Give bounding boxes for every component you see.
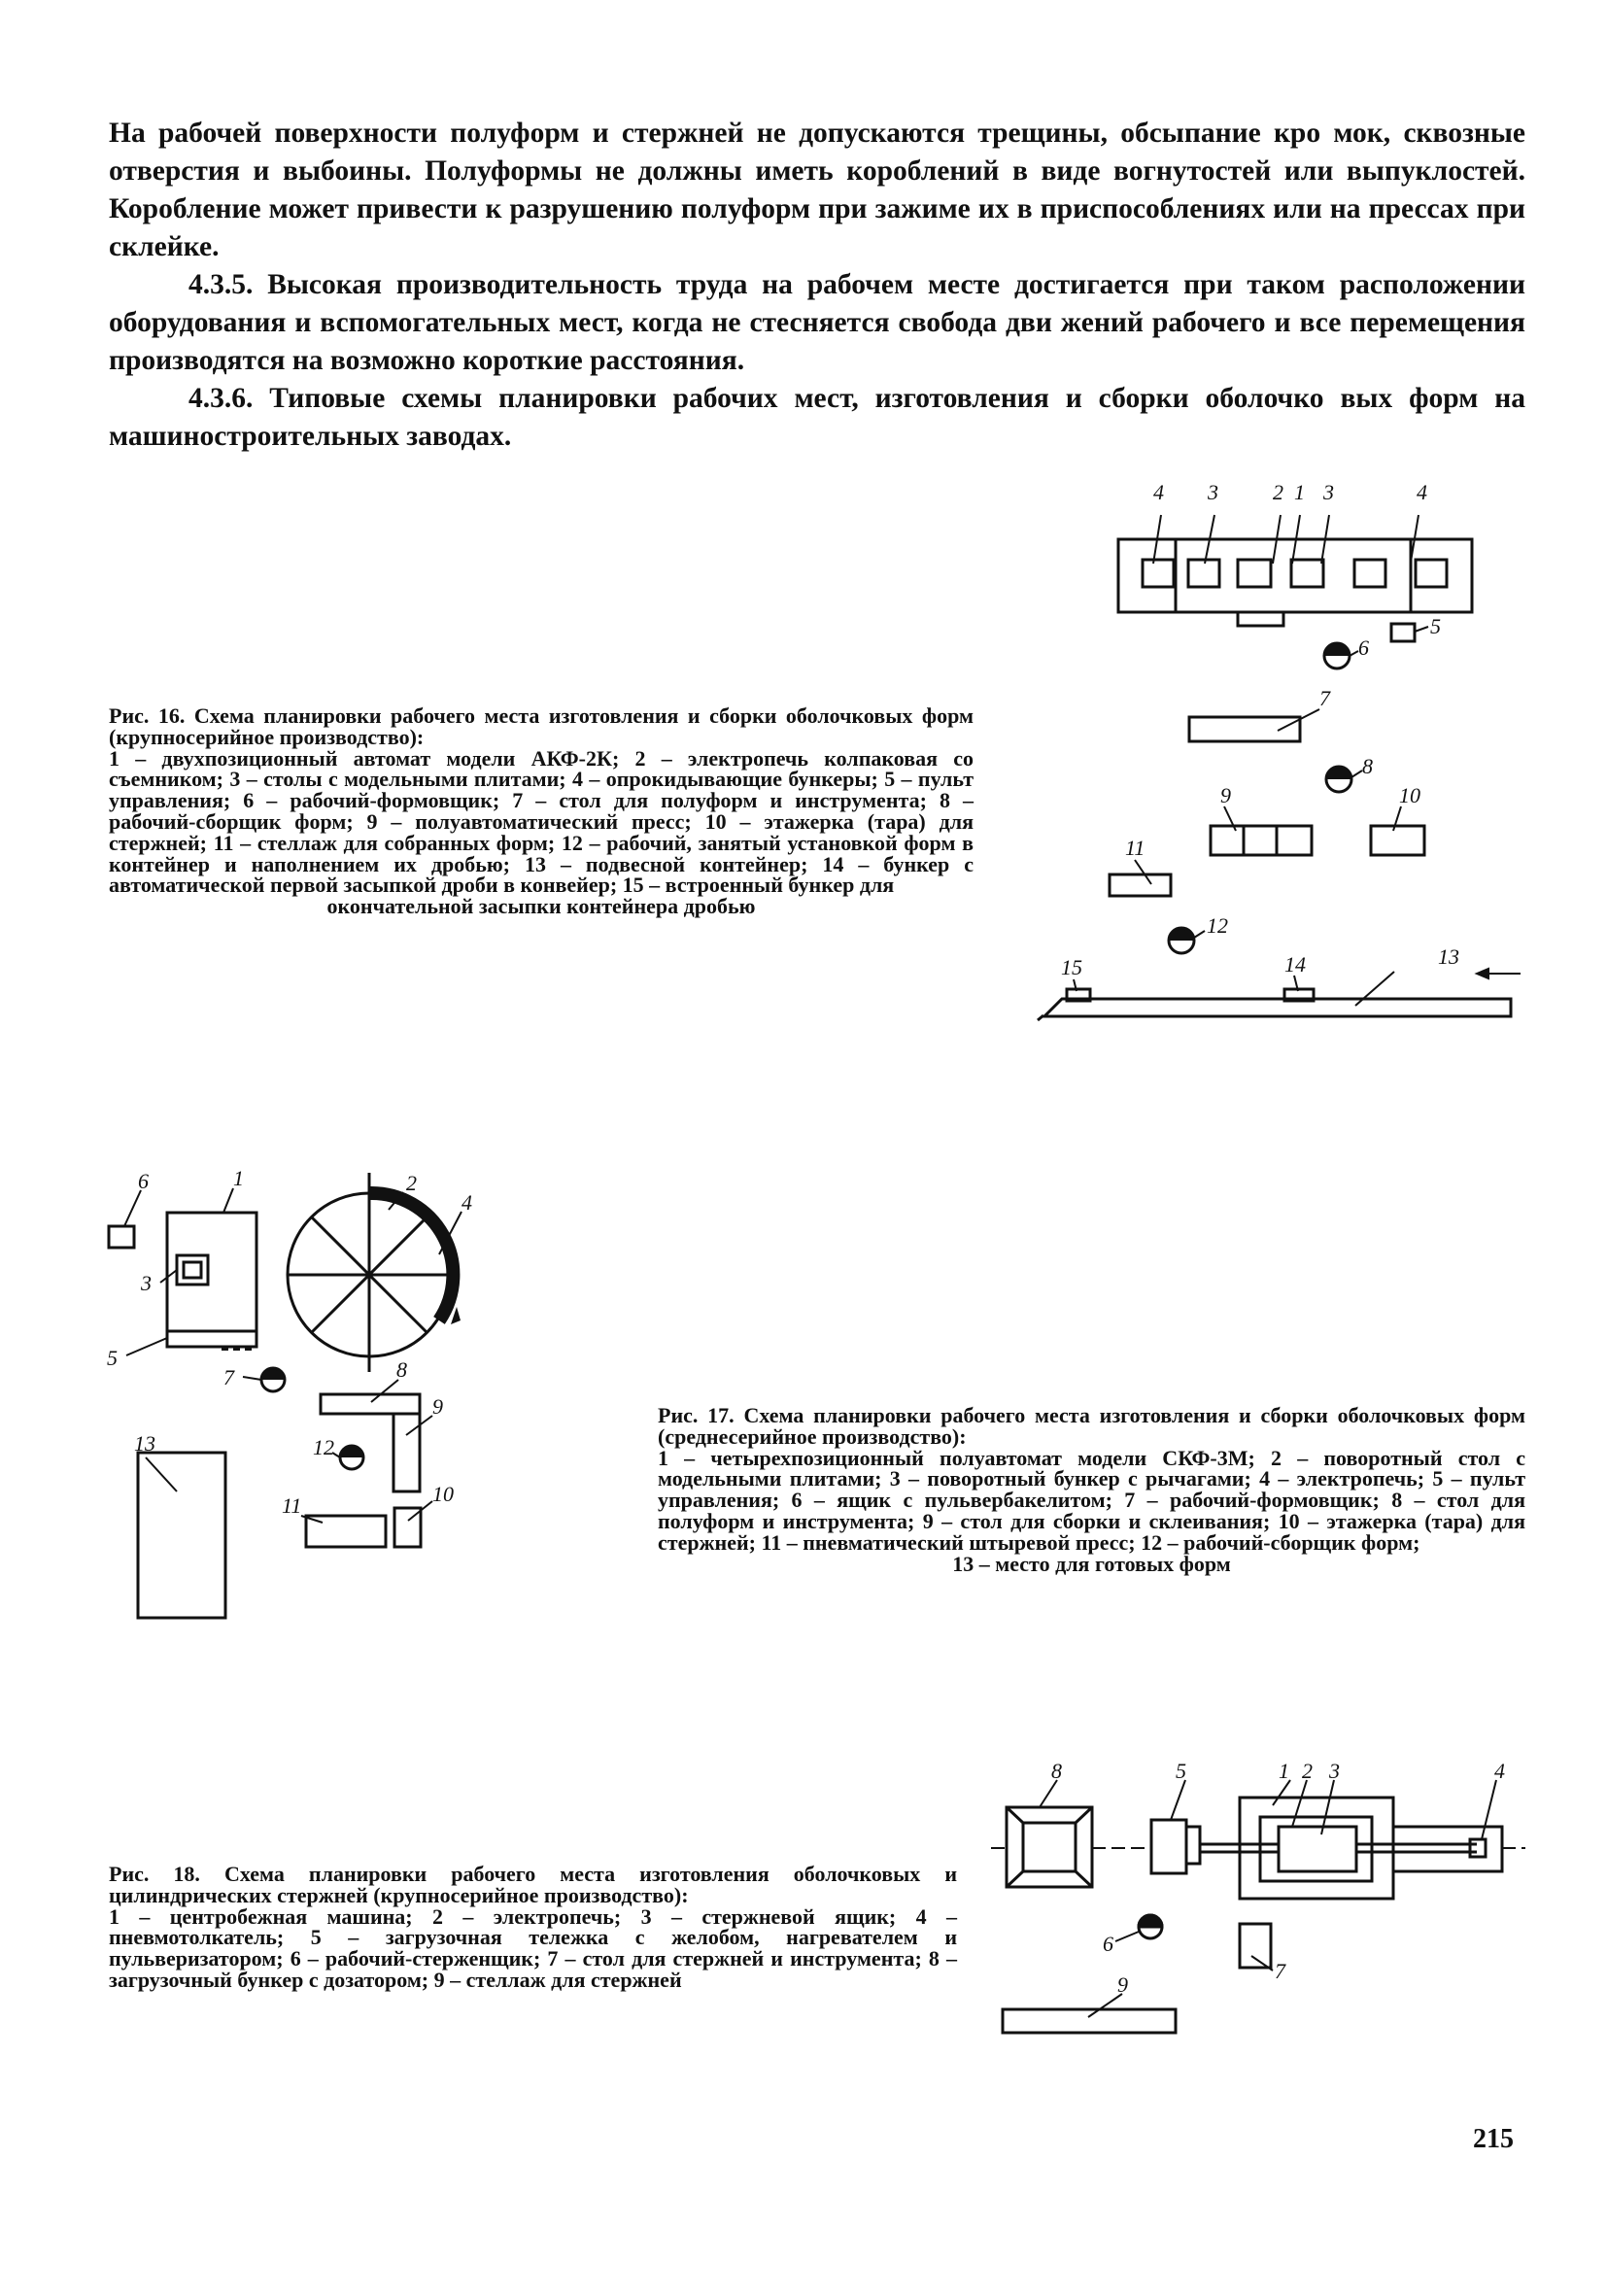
fig18-label-2: 2	[1302, 1759, 1313, 1783]
fig18-label-8: 8	[1051, 1759, 1062, 1783]
fig17-box-6	[109, 1226, 134, 1248]
body-text	[109, 115, 1525, 456]
fig17-diagram	[97, 1161, 564, 1628]
fig18-label-1: 1	[1279, 1759, 1289, 1783]
fig17-label-8: 8	[396, 1357, 407, 1382]
fig17-table-8	[321, 1394, 420, 1414]
fig16-caption	[109, 705, 974, 917]
fig18-rack-9	[1003, 2009, 1176, 2033]
fig16-label-5: 5	[1430, 614, 1441, 638]
fig16-caption-title: Рис. 16. Схема планировки рабочего места изготовления и сборки оболочковых форм (крупносерийное производство):	[109, 703, 974, 749]
fig16-label-13: 13	[1438, 944, 1459, 969]
fig16-diagram	[1030, 476, 1535, 1049]
fig17-label-3: 3	[141, 1271, 152, 1295]
fig16-label-8: 8	[1362, 754, 1373, 778]
fig17-label-12: 12	[313, 1435, 334, 1459]
fig17-caption-body: 1 – четырехпозиционный полуавтомат модели СКФ-3М; 2 – поворотный стол с модельными плитами; 3 – поворотный бункер с рычагами; 4 – электропечь; 5 – пульт управления; 6 – ящик с пульвербакелитом; 7 – рабочий-формовщик; 8 – стол для полуформ и инструмента; 9 – стол для сборки и склеивания; 10 – этажерка (тара) для стержней; 11 – пневматический штыревой пресс; 12 – рабочий-сборщик форм;	[658, 1445, 1525, 1555]
fig17-label-11: 11	[282, 1493, 302, 1518]
fig16-label-7: 7	[1319, 686, 1330, 710]
fig18-label-6: 6	[1103, 1932, 1113, 1956]
fig18-cart-5	[1151, 1820, 1186, 1873]
fig18-caption-body: 1 – центробежная машина; 2 – электропечь; 3 – стержневой ящик; 4 – пневмотолкатель; 5 – загрузочная тележка с желобом, нагревателем и пульверизатором; 6 – рабочий-стерженщик; 7 – стол для стержней и инструмента; 8 – загрузочный бункер с дозатором; 9 – стеллаж для стержней	[109, 1903, 957, 1992]
fig16-rack-cores	[1371, 826, 1424, 855]
fig16-label-6: 6	[1358, 635, 1369, 660]
fig17-label-5: 5	[107, 1346, 118, 1370]
fig16-label-11: 11	[1125, 836, 1145, 860]
fig16-label-1: 1	[1294, 480, 1305, 504]
fig16-caption-last: окончательной засыпки контейнера дробью	[326, 894, 756, 919]
fig16-label-12: 12	[1207, 913, 1228, 938]
fig18-caption	[109, 1864, 957, 1991]
fig16-label-3a: 3	[1208, 480, 1218, 504]
fig17-automat	[167, 1213, 256, 1347]
fig18-core-box-3	[1279, 1827, 1356, 1871]
page-number: 215	[1473, 2124, 1514, 2154]
fig16-table	[1189, 717, 1300, 741]
fig17-caption-last: 13 – место для готовых форм	[952, 1551, 1231, 1576]
fig16-label-10: 10	[1399, 783, 1420, 807]
fig17-label-1: 1	[233, 1166, 244, 1190]
fig18-label-5: 5	[1176, 1759, 1186, 1783]
fig16-label-9: 9	[1220, 783, 1231, 807]
paragraph-2: 4.3.5. Высокая производительность труда на рабочем месте достигается при таком расположении оборудования и вспомогательных мест, когда не стесняется свобода дви жений рабочего и все перемещения производятся на возможно короткие расстояния.	[109, 269, 1525, 376]
fig16-label-14: 14	[1284, 952, 1306, 977]
fig18-caption-title: Рис. 18. Схема планировки рабочего места изготовления оболочковых и цилиндрических стержней (крупносерийное производство):	[109, 1862, 957, 1907]
fig17-label-6: 6	[138, 1169, 149, 1193]
fig18-table-7	[1240, 1924, 1271, 1968]
fig17-label-9: 9	[432, 1394, 443, 1419]
fig16-label-4a: 4	[1153, 480, 1164, 504]
fig17-place-13	[138, 1453, 225, 1618]
fig16-label-15: 15	[1061, 955, 1082, 979]
fig17-caption	[658, 1405, 1525, 1574]
fig17-label-13: 13	[134, 1431, 155, 1456]
fig17-table-9	[393, 1414, 420, 1491]
fig17-label-4: 4	[462, 1190, 472, 1215]
fig16-label-2: 2	[1273, 480, 1283, 504]
paragraph-1: На рабочей поверхности полуформ и стержней не допускаются трещины, обсыпание кро мок, сквозные отверстия и выбоины. Полуформы не должны иметь короблений в виде вогнутостей или выпуклостей. Коробление может привести к разрушению полуформ при зажиме их в приспособлениях или на прессах при склейке.	[109, 118, 1525, 262]
fig18-label-4: 4	[1494, 1759, 1505, 1783]
fig16-label-4b: 4	[1417, 480, 1427, 504]
fig18-label-3: 3	[1329, 1759, 1340, 1783]
paragraph-3: 4.3.6. Типовые схемы планировки рабочих мест, изготовления и сборки оболочко вых форм на машиностроительных заводах.	[109, 383, 1525, 452]
fig17-caption-title: Рис. 17. Схема планировки рабочего места изготовления и сборки оболочковых форм (среднесерийное производство):	[658, 1403, 1525, 1449]
fig17-label-2: 2	[406, 1171, 417, 1195]
fig18-oven-2	[1240, 1798, 1393, 1899]
fig16-label-3b: 3	[1323, 480, 1334, 504]
fig16-control-panel	[1391, 624, 1415, 641]
fig16-press	[1211, 826, 1312, 855]
fig16-caption-body: 1 – двухпозиционный автомат модели АКФ-2К; 2 – электропечь колпаковая со съемником; 3 – столы с модельными плитами; 4 – опрокидывающие бункеры; 5 – пульт управления; 6 – рабочий-формовщик; 7 – стол для полуформ и инструмента; 8 – рабочий-сборщик форм; 9 – полуавтоматический пресс; 10 – этажерка (тара) для стержней; 11 – стеллаж для собранных форм; 12 – рабочий, занятый установкой форм в контейнер и наполнением их дробью; 13 – подвесной контейнер; 14 – бункер с автоматической первой засыпкой дроби в конвейер; 15 – встроенный бункер для	[109, 745, 974, 898]
fig16-rack-forms	[1110, 874, 1171, 896]
fig18-label-7: 7	[1275, 1959, 1285, 1983]
fig18-label-9: 9	[1117, 1972, 1128, 1997]
fig17-label-7: 7	[223, 1365, 234, 1389]
fig18-diagram	[991, 1759, 1535, 2058]
fig17-label-10: 10	[432, 1482, 454, 1506]
